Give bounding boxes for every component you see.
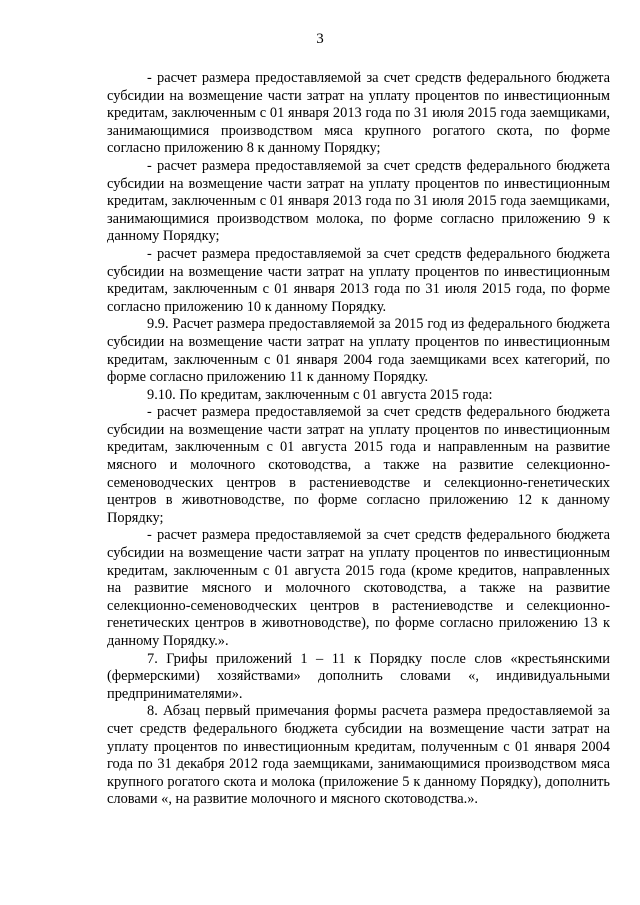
paragraph-item-7: 7. Грифы приложений 1 – 11 к Порядку после слов «крестьянскими (фермерскими) хозяйствами» дополнить словами «, индивидуальными предпринимателями». [107,650,610,702]
document-body [107,70,610,809]
paragraph-calc-appendix-13: - расчет размера предоставляемой за счет средств федерального бюджета субсидии на возмещение части затрат на уплату процентов по инвестиционным кредитам, заключенным с 01 августа 2015 года (кроме кредитов, направленных на развитие мясного и молочного скотоводства, а также на развитие селекционно-семеноводческих центров в растениеводстве и селекционно-генетических центров в животноводстве), по форме согласно приложению 13 к данному Порядку.». [107,527,610,649]
paragraph-item-9-9: 9.9. Расчет размера предоставляемой за 2015 год из федерального бюджета субсидии на возмещение части затрат на уплату процентов по инвестиционным кредитам, заключенным с 01 января 2004 года заемщиками всех категорий, по форме согласно приложению 11 к данному Порядку. [107,316,610,386]
paragraph-calc-appendix-9: - расчет размера предоставляемой за счет средств федерального бюджета субсидии на возмещение части затрат на уплату процентов по инвестиционным кредитам, заключенным с 01 января 2013 года по 31 июля 2015 года заемщиками, занимающимися производством молока, по форме согласно приложению 9 к данному Порядку; [107,157,610,245]
paragraph-calc-appendix-8: - расчет размера предоставляемой за счет средств федерального бюджета субсидии на возмещение части затрат на уплату процентов по инвестиционным кредитам, заключенным с 01 января 2013 года по 31 июля 2015 года заемщиками, занимающимися производством мяса крупного рогатого скота, по форме согласно приложению 8 к данному Порядку; [107,70,610,157]
paragraph-item-9-10: 9.10. По кредитам, заключенным с 01 августа 2015 года: [147,386,493,403]
page-number: 3 [316,31,324,47]
paragraph-calc-appendix-10: - расчет размера предоставляемой за счет средств федерального бюджета субсидии на возмещение части затрат на уплату процентов по инвестиционным кредитам, заключенным с 01 января 2013 года по 31 июля 2015 года, по форме согласно приложению 10 к данному Порядку. [107,245,610,315]
paragraph-calc-appendix-12: - расчет размера предоставляемой за счет средств федерального бюджета субсидии на возмещение части затрат на уплату процентов по инвестиционным кредитам, заключенным с 01 августа 2015 года и направленным на развитие мясного и молочного скотоводства, а также на развитие селекционно-семеноводческих центров в растениеводстве и селекционно-генетических центров в животноводстве, по форме согласно приложению 12 к данному Порядку; [107,404,610,526]
paragraph-item-8: 8. Абзац первый примечания формы расчета размера предоставляемой за счет средств федерального бюджета субсидии на возмещение части затрат на уплату процентов по инвестиционным кредитам, полученным с 01 января 2004 года по 31 декабря 2012 года заемщиками, занимающимися производством мяса крупного рогатого скота и молока (приложение 5 к данному Порядку), дополнить словами «, на развитие молочного и мясного скотоводства.». [107,703,610,808]
